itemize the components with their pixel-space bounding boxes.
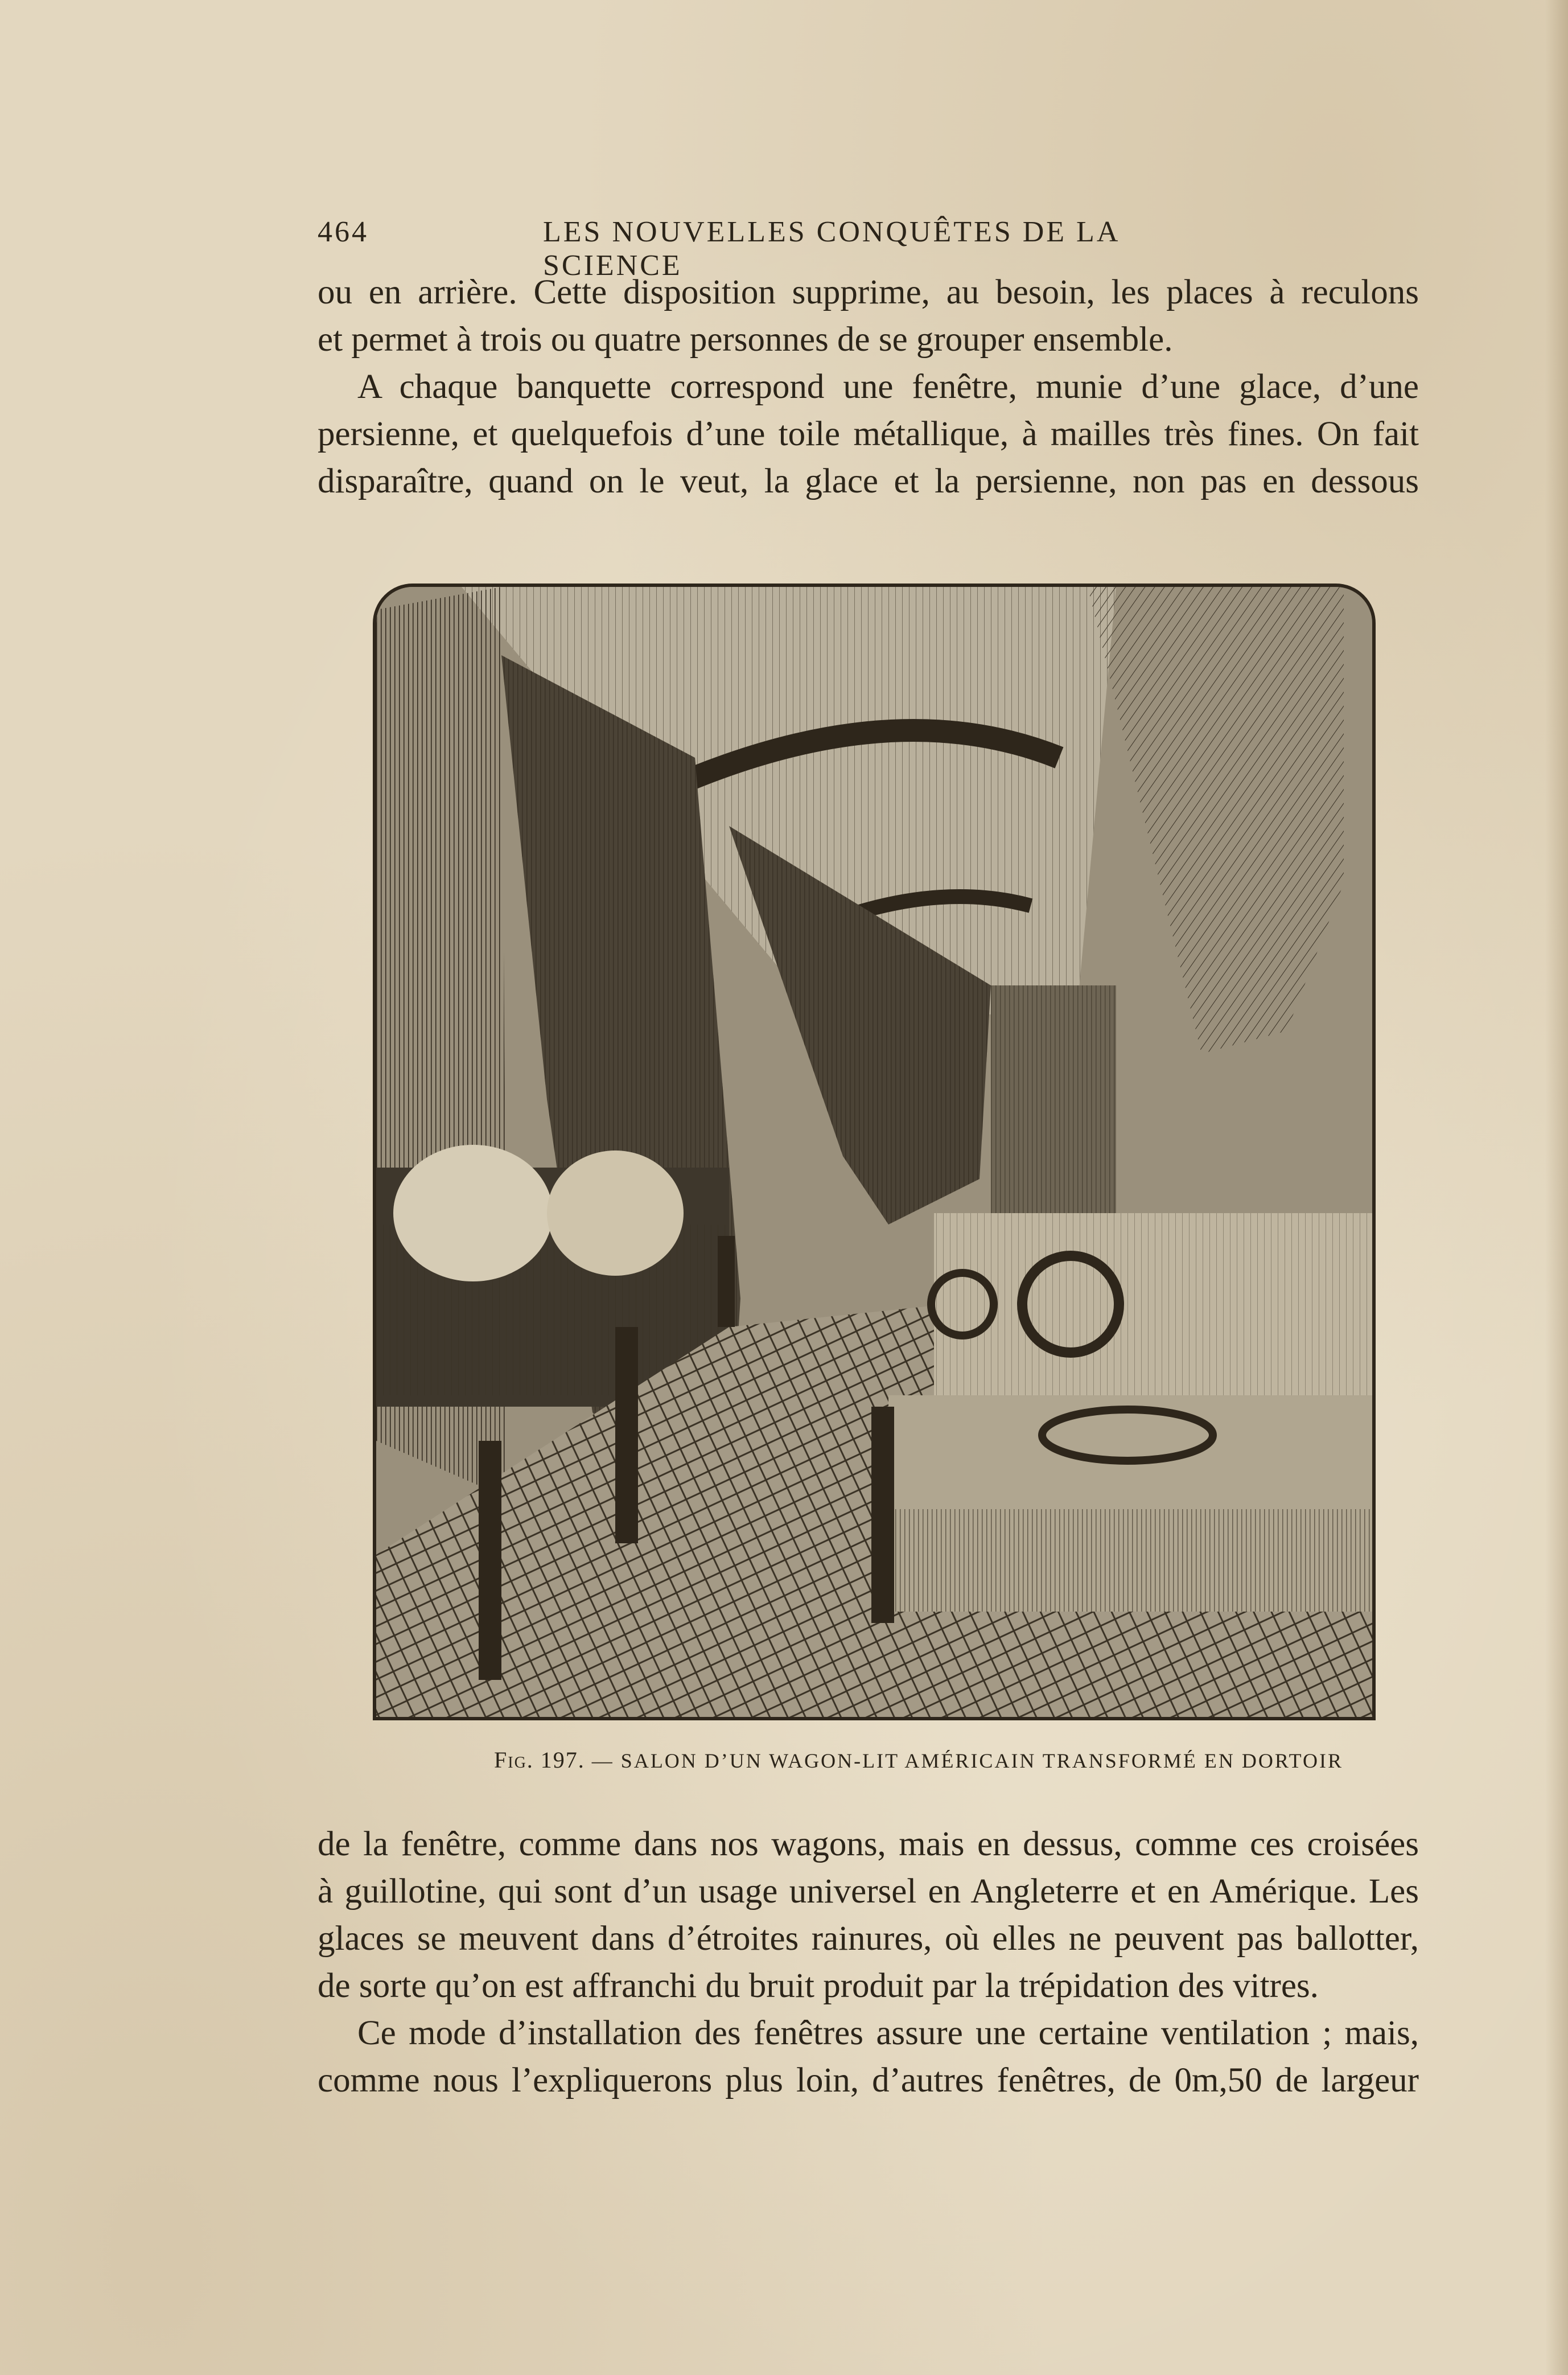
figure-label: Fig. 197. [494, 1747, 585, 1773]
text-line: A chaque banquette correspond une fenêtre, munie d’une glace, d’une [357, 368, 1419, 406]
caption-dash: — [591, 1749, 614, 1772]
text-line: Ce mode d’installation des fenêtres assure une certaine ventilation ; mais, [357, 2014, 1419, 2052]
sofa-leg [871, 1407, 894, 1623]
text-line: comme nous l’expliquerons plus loin, d’autres fenêtres, de 0m,50 de largeur [318, 2061, 1419, 2099]
paragraph-sash-windows [318, 1821, 1419, 2010]
page-number: 464 [318, 216, 369, 248]
engraving-illustration [373, 584, 1376, 1720]
paragraph-continued [318, 269, 1419, 363]
page-edge-shadow [1545, 0, 1568, 2375]
running-header [318, 215, 1205, 282]
running-title: LES NOUVELLES CONQUÊTES DE LA SCIENCE [543, 216, 1119, 282]
text-line: de la fenêtre, comme dans nos wagons, mais en dessus, comme ces croisées [318, 1825, 1419, 1863]
text-line: à guillotine, qui sont d’un usage universel en Angleterre et en Amérique. Les [318, 1872, 1419, 1910]
text-line: et permet à trois ou quatre personnes de se grouper ensemble. [318, 320, 1173, 359]
text-line: glaces se meuvent dans d’étroites rainures, où elles ne peuvent pas ballotter, [318, 1920, 1419, 1958]
paragraph-windows [318, 363, 1419, 505]
figure-caption [494, 1747, 1344, 1773]
left-pillow [393, 1145, 553, 1281]
curtain-tassel [718, 1236, 735, 1327]
paragraph-ventilation [318, 2010, 1419, 2104]
text-line: ou en arrière. Cette disposition supprime, au besoin, les places à reculons [318, 273, 1419, 311]
sleeping-car-engraving [376, 587, 1372, 1717]
berth-leg [479, 1441, 501, 1680]
text-line: disparaître, quand on le veut, la glace et la persienne, non pas en dessous [318, 462, 1419, 500]
left-pillow [547, 1150, 684, 1276]
text-line: de sorte qu’on est affranchi du bruit produit par la trépidation des vitres. [318, 1967, 1319, 2005]
figure-title: SALON D’UN WAGON-LIT AMÉRICAIN TRANSFORMÉ EN DORTOIR [620, 1749, 1344, 1772]
berth-leg [615, 1327, 638, 1543]
text-line: persienne, et quelquefois d’une toile métallique, à mailles très fines. On fait [318, 415, 1419, 453]
